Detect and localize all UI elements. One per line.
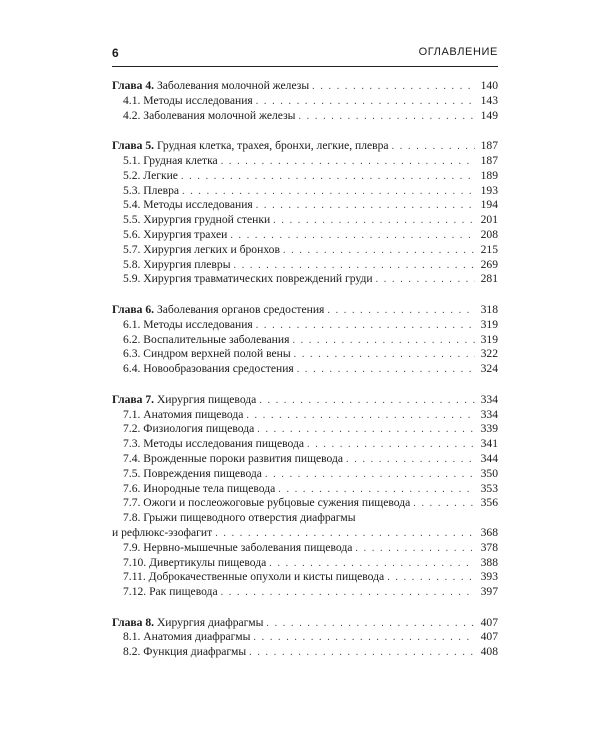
item-label: 5.2. Легкие: [123, 168, 178, 182]
toc-item-row[interactable]: [112, 243, 498, 258]
toc-chapter-row[interactable]: [112, 79, 498, 94]
toc-item-continuation-row[interactable]: [112, 526, 498, 541]
dot-leader: [249, 646, 475, 661]
item-label: 5.7. Хирургия легких и бронхов: [123, 242, 280, 256]
chapter-page-number: 318: [480, 302, 498, 316]
toc-item-row[interactable]: [112, 154, 498, 169]
toc-chapter: [112, 139, 498, 287]
chapter-title: Заболевания органов средостения: [156, 302, 325, 316]
item-page-number: 319: [480, 317, 498, 331]
item-page-number: 149: [480, 108, 498, 122]
toc-chapter-row[interactable]: [112, 393, 498, 408]
dot-leader: [292, 334, 475, 349]
toc-item-row[interactable]: [112, 362, 498, 377]
toc-item-row[interactable]: [112, 437, 498, 452]
chapter-page-number: 187: [480, 139, 498, 153]
item-label: 7.11. Доброкачественные опухоли и кисты пищевода: [123, 570, 385, 584]
item-label: 5.8. Хирургия плевры: [123, 257, 231, 271]
dot-leader: [273, 214, 475, 229]
dot-leader: [283, 244, 475, 259]
item-page-number: 341: [480, 437, 498, 451]
item-page-number: 322: [480, 347, 498, 361]
item-page-number: 324: [480, 362, 498, 376]
page-number: 6: [112, 46, 119, 60]
item-page-number: 353: [480, 481, 498, 495]
dot-leader: [269, 557, 475, 572]
toc-item-row[interactable]: [112, 541, 498, 556]
item-page-number: 344: [480, 451, 498, 465]
toc-item-row[interactable]: [112, 496, 498, 511]
item-label: 7.12. Рак пищевода: [123, 585, 218, 599]
toc-item-row[interactable]: [112, 585, 498, 600]
chapter-prefix: Глава 6.: [112, 302, 155, 316]
item-page-number: 350: [480, 466, 498, 480]
dot-leader: [327, 304, 475, 319]
item-label: 7.4. Врожденные пороки развития пищевода: [123, 451, 344, 465]
item-label: 5.6. Хирургия трахеи: [123, 227, 228, 241]
dot-leader: [253, 631, 475, 646]
item-label: 5.3. Плевра: [123, 183, 180, 197]
dot-leader: [346, 453, 475, 468]
item-page-number: 143: [480, 93, 498, 107]
chapter-title: Хирургия пищевода: [156, 392, 257, 406]
dot-leader: [387, 571, 475, 586]
item-page-number: 397: [480, 585, 498, 599]
item-label: 6.1. Методы исследования: [123, 317, 253, 331]
item-page-number: 368: [480, 525, 498, 539]
dot-leader: [307, 438, 475, 453]
item-page-number: 319: [480, 332, 498, 346]
item-page-number: 407: [480, 630, 498, 644]
item-page-number: 193: [480, 183, 498, 197]
toc-chapter-row[interactable]: [112, 303, 498, 318]
dot-leader: [181, 170, 475, 185]
toc-chapter: [112, 79, 498, 123]
chapter-page-number: 140: [480, 79, 498, 92]
item-label-continuation: и рефлюкс-эзофагит: [112, 525, 213, 539]
dot-leader: [278, 483, 475, 498]
toc-item-row[interactable]: [112, 198, 498, 213]
dot-leader: [256, 95, 475, 110]
dot-leader: [221, 586, 475, 601]
dot-leader: [312, 80, 475, 95]
dot-leader: [355, 542, 475, 557]
chapter-title: Хирургия диафрагмы: [156, 615, 264, 629]
dot-leader: [298, 110, 475, 125]
dot-leader: [182, 185, 475, 200]
table-of-contents: [112, 79, 498, 676]
toc-item-row[interactable]: [112, 94, 498, 109]
toc-item-row[interactable]: [112, 467, 498, 482]
toc-chapter-row[interactable]: [112, 139, 498, 154]
chapter-prefix: Глава 8.: [112, 615, 155, 629]
chapter-prefix: Глава 4.: [112, 79, 155, 92]
toc-item-row[interactable]: [112, 570, 498, 585]
toc-chapter: [112, 303, 498, 377]
toc-item-row[interactable]: [112, 109, 498, 124]
toc-item-row[interactable]: [112, 556, 498, 571]
item-label: 7.6. Инородные тела пищевода: [123, 481, 276, 495]
item-label: 6.4. Новообразования средостения: [123, 362, 294, 376]
item-page-number: 281: [480, 272, 498, 286]
toc-chapter: [112, 616, 498, 660]
item-page-number: 215: [480, 242, 498, 256]
item-label: 5.4. Методы исследования: [123, 198, 253, 212]
item-page-number: 208: [480, 227, 498, 241]
chapter-title: Заболевания молочной железы: [156, 79, 310, 92]
toc-item-row[interactable]: [112, 347, 498, 362]
dot-leader: [230, 229, 475, 244]
chapter-title: Грудная клетка, трахея, бронхи, легкие, плевра: [156, 139, 389, 153]
item-label: 4.2. Заболевания молочной железы: [123, 108, 296, 122]
toc-item-row[interactable]: [112, 645, 498, 660]
item-label: 8.1. Анатомия диафрагмы: [123, 630, 251, 644]
item-label: 6.3. Синдром верхней полой вены: [123, 347, 291, 361]
toc-item-row[interactable]: [112, 452, 498, 467]
item-label: 6.2. Воспалительные заболевания: [123, 332, 290, 346]
dot-leader: [294, 348, 475, 363]
dot-leader: [266, 617, 475, 632]
toc-item-row[interactable]: [112, 318, 498, 333]
chapter-label: [112, 303, 324, 318]
dot-leader: [257, 423, 475, 438]
toc-item-row[interactable]: [112, 228, 498, 243]
toc-item-row[interactable]: [112, 169, 498, 184]
dot-leader: [259, 394, 475, 409]
item-label: 5.9. Хирургия травматических повреждений груди: [123, 272, 373, 286]
item-page-number: 201: [480, 213, 498, 227]
dot-leader: [246, 409, 475, 424]
dot-leader: [256, 199, 475, 214]
item-page-number: 393: [480, 570, 498, 584]
item-page-number: 339: [480, 422, 498, 436]
item-label: 7.7. Ожоги и послеожоговые рубцовые сужения пищевода: [123, 496, 411, 510]
dot-leader: [256, 319, 475, 334]
dot-leader: [392, 140, 475, 155]
chapter-label: [112, 79, 309, 94]
item-label: 7.9. Нервно-мышечные заболевания пищевода: [123, 540, 353, 554]
item-label: 7.8. Грыжи пищеводного отверстия диафрагмы: [123, 511, 356, 525]
dot-leader: [221, 155, 475, 170]
chapter-prefix: Глава 5.: [112, 139, 155, 153]
item-label: 5.5. Хирургия грудной стенки: [123, 213, 271, 227]
dot-leader: [413, 497, 475, 512]
item-page-number: 194: [480, 198, 498, 212]
item-page-number: 269: [480, 257, 498, 271]
toc-chapter: [112, 393, 498, 600]
item-label: 7.3. Методы исследования пищевода: [123, 437, 305, 451]
toc-item-row[interactable]: [112, 333, 498, 348]
toc-item-row[interactable]: [112, 184, 498, 199]
dot-leader: [215, 527, 475, 542]
toc-item-row[interactable]: [112, 213, 498, 228]
toc-item-row[interactable]: [112, 422, 498, 437]
chapter-prefix: Глава 7.: [112, 392, 155, 406]
chapter-page-number: 407: [480, 615, 498, 629]
toc-item-row[interactable]: [112, 630, 498, 645]
toc-item-row[interactable]: [112, 272, 498, 287]
section-title: ОГЛАВЛЕНИЕ: [418, 46, 498, 58]
item-page-number: 187: [480, 153, 498, 167]
dot-leader: [376, 273, 475, 288]
item-label: 7.10. Дивертикулы пищевода: [123, 555, 267, 569]
item-page-number: 334: [480, 407, 498, 421]
item-label: 7.1. Анатомия пищевода: [123, 407, 244, 421]
item-label: 4.1. Методы исследования: [123, 93, 253, 107]
toc-chapter-row[interactable]: [112, 616, 498, 631]
chapter-label: [112, 393, 256, 408]
item-label: 8.2. Функция диафрагмы: [123, 645, 247, 659]
item-page-number: 356: [480, 496, 498, 510]
item-page-number: 408: [480, 645, 498, 659]
toc-item-row[interactable]: [112, 258, 498, 273]
chapter-label: [112, 616, 263, 631]
item-label: 7.5. Повреждения пищевода: [123, 466, 262, 480]
page-header: [112, 44, 498, 67]
chapter-label: [112, 139, 389, 154]
item-label: 5.1. Грудная клетка: [123, 153, 218, 167]
dot-leader: [265, 468, 475, 483]
toc-item-row[interactable]: [112, 408, 498, 423]
dot-leader: [297, 363, 475, 378]
toc-item-row[interactable]: [112, 482, 498, 497]
item-page-number: 388: [480, 555, 498, 569]
dot-leader: [234, 259, 476, 274]
item-page-number: 378: [480, 540, 498, 554]
toc-item-row[interactable]: [112, 511, 498, 526]
item-page-number: 189: [480, 168, 498, 182]
item-label: 7.2. Физиология пищевода: [123, 422, 255, 436]
chapter-page-number: 334: [480, 392, 498, 406]
